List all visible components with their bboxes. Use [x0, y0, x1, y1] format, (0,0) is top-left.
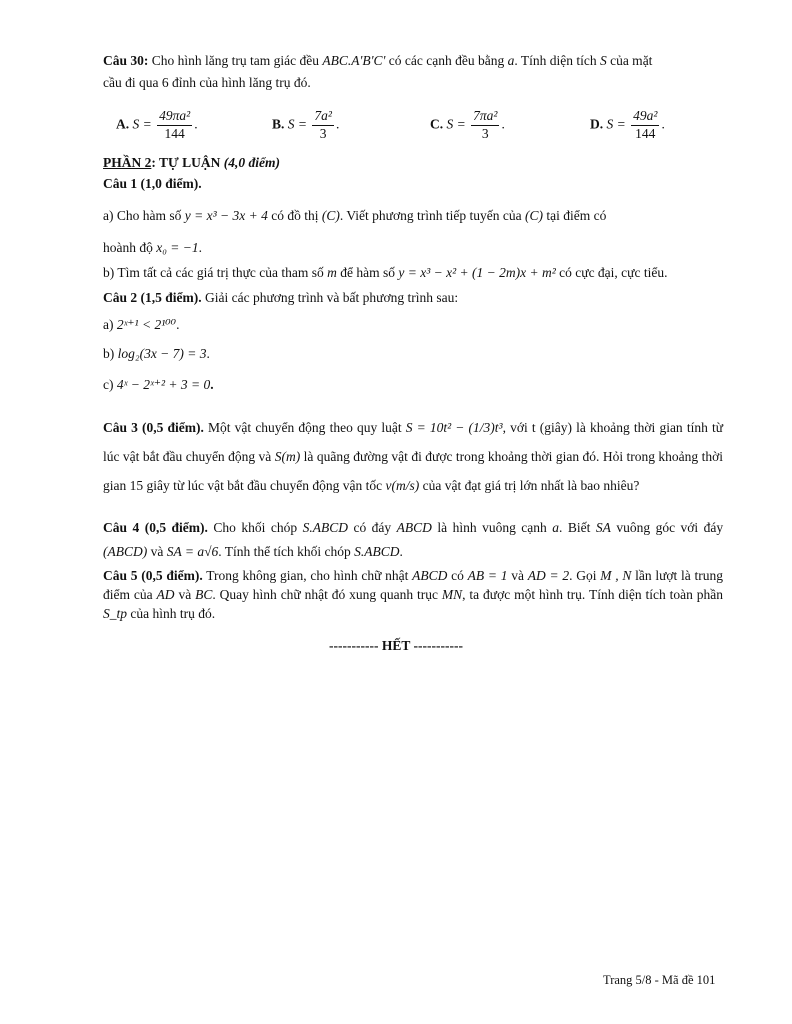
- q30-option-b: B. S = $\frac{\text{7a²}}{3}$ .: [272, 108, 340, 141]
- c2-expr: 2ˣ⁺¹ < 2¹⁰⁰: [116, 317, 177, 332]
- q30-text: của mặt: [610, 53, 653, 68]
- q30-text: cầu đi qua 6 đỉnh của hình lăng trụ đó.: [103, 75, 311, 90]
- c1-text: có đồ thị: [271, 208, 319, 223]
- c5-ab: AB = 1: [467, 568, 508, 583]
- c1-text: b) Tìm tất cả các giá trị thực của tham số: [103, 265, 324, 280]
- q30-option-a: A. S = $\frac{\text{49πa²}}{144}$ .: [116, 108, 198, 141]
- c2-expr: log₂(3x − 7) = 3: [117, 346, 207, 361]
- c1-part-b: [103, 265, 667, 281]
- q30-prism: ABC.A'B'C': [322, 53, 386, 68]
- c5-paragraph: [103, 566, 723, 623]
- c4-text: và: [150, 544, 164, 559]
- c1-part-a-line2: hoành độ x₀ = −1.: [103, 240, 203, 255]
- c2-title: Câu 2 (1,5 điểm).: [103, 290, 202, 305]
- c3-unit: t (giây): [531, 420, 573, 435]
- q30-option-c: C. S = $\frac{\text{7πa²}}{3}$ .: [430, 108, 505, 141]
- q30-title: Câu 30:: [103, 53, 149, 68]
- c1-text: để hàm số: [340, 265, 395, 280]
- c1-text: a) Cho hàm số: [103, 208, 182, 223]
- end-marker: ----------- HẾT -----------: [329, 638, 463, 653]
- c4-sa: SA: [595, 520, 611, 535]
- c3-paragraph: [103, 413, 723, 500]
- c2-header: [103, 290, 458, 306]
- option-fraction: $\frac{\text{49a²}}{144}$: [633, 108, 658, 141]
- q30-text: . Tính diện tích: [514, 53, 597, 68]
- c5-ad-seg: AD: [156, 587, 175, 602]
- c4-a: a: [552, 520, 560, 535]
- c1-function: y = x³ − 3x + 4: [184, 208, 268, 223]
- c4-text: .: [399, 544, 403, 559]
- c1-title: Câu 1 (1,0 điểm).: [103, 176, 202, 191]
- option-fraction: $\frac{\text{7a²}}{3}$: [314, 108, 332, 141]
- c1-param: m: [327, 265, 337, 280]
- c1-graph: (C): [321, 208, 340, 223]
- c4-plane: (ABCD): [103, 544, 148, 559]
- c5-rect: ABCD: [412, 568, 448, 583]
- c5-text: lần lượt là trung điểm của: [103, 568, 724, 602]
- option-label: A.: [116, 116, 130, 132]
- c4-text: . Tính thể tích khối chóp: [218, 544, 351, 559]
- part2-heading: [103, 155, 280, 171]
- q30-option-d: D. S = $\frac{\text{49a²}}{144}$ .: [590, 108, 665, 141]
- q30-text: có các cạnh đều bằng: [388, 53, 505, 68]
- c2-label: b): [103, 346, 115, 361]
- c3-text: là quãng đường vật đi được trong khoảng thời gian đó. Hỏi trong khoảng thời gian: [103, 449, 723, 493]
- c1-text: hoành độ: [103, 240, 153, 255]
- c3-text: , với: [502, 420, 528, 435]
- option-label: D.: [590, 116, 604, 132]
- c4-text: Cho khối chóp: [213, 520, 298, 535]
- c3-velocity: v(m/s): [385, 478, 420, 493]
- c1-text: . Viết phương trình tiếp tuyến của: [339, 208, 522, 223]
- option-label: C.: [430, 116, 444, 132]
- c2-intro: Giải các phương trình và bất phương trình sau:: [205, 290, 459, 305]
- c3-duration: 15: [129, 478, 144, 493]
- c4-pyramid: S.ABCD: [354, 544, 400, 559]
- c3-title: Câu 3 (0,5 điểm).: [103, 420, 204, 435]
- c4-equation: SA = a√6: [166, 544, 219, 559]
- c3-text: là khoảng thời gian tính từ lúc vật bắt đầu chuyển động và: [103, 420, 724, 464]
- c1-graph: (C): [524, 208, 543, 223]
- c4-pyramid: S.ABCD: [302, 520, 348, 535]
- c5-mn: M , N: [600, 568, 632, 583]
- c4-base: ABCD: [396, 520, 432, 535]
- c2-part-c: c) 4ˣ − 2ˣ⁺² + 3 = 0.: [103, 377, 214, 392]
- page-footer: Trang 5/8 - Mã đề 101: [603, 973, 716, 987]
- c4-title: Câu 4 (0,5 điểm).: [103, 520, 208, 535]
- c2-expr: 4ˣ − 2ˣ⁺² + 3 = 0: [116, 377, 211, 392]
- c3-text: Một vật chuyển động theo quy luật: [208, 420, 402, 435]
- c5-axis: MN: [441, 587, 463, 602]
- option-fraction: $\frac{\text{49πa²}}{144}$: [159, 108, 191, 141]
- c5-text: có: [451, 568, 464, 583]
- c1-text: tại điểm có: [546, 208, 607, 223]
- c2-part-b: b) log₂(3x − 7) = 3.: [103, 346, 210, 361]
- c4-paragraph: [103, 516, 723, 564]
- part2-title: PHẦN 2: [103, 155, 152, 170]
- c1-text: có cực đại, cực tiểu.: [559, 265, 668, 280]
- c4-text: vuông góc với đáy: [616, 520, 724, 535]
- c3-text: giây từ lúc vật bắt đầu chuyển động vận tốc: [146, 478, 383, 493]
- c4-text: là hình vuông cạnh: [437, 520, 547, 535]
- c3-text: của vật đạt giá trị lớn nhất là bao nhiêu?: [422, 478, 640, 493]
- c5-text: và: [511, 568, 524, 583]
- c2-part-a: a) 2ˣ⁺¹ < 2¹⁰⁰.: [103, 317, 180, 332]
- c3-law: S = 10t² − (1/3)t³: [405, 420, 503, 435]
- c1-part-a: [103, 208, 606, 224]
- c5-bc-seg: BC: [195, 587, 213, 602]
- c5-ad: AD = 2: [527, 568, 570, 583]
- c5-text: của hình trụ đó.: [130, 606, 216, 621]
- c1-function-b: y = x³ − x² + (1 − 2m)x + m²: [398, 265, 556, 280]
- option-lhs: S =: [132, 116, 152, 132]
- c5-stp: S_tp: [103, 606, 128, 621]
- c4-text: có đáy: [353, 520, 392, 535]
- option-lhs: S =: [446, 116, 466, 132]
- option-lhs: S =: [287, 116, 308, 132]
- option-lhs: S =: [606, 116, 626, 132]
- part2-subtitle: : TỰ LUẬN: [151, 155, 221, 170]
- c5-text: . Quay hình chữ nhật đó xung quanh trục: [212, 587, 438, 602]
- c1-x0: x₀ = −1: [156, 240, 199, 255]
- part2-points: (4,0 điểm): [223, 155, 281, 170]
- c3-distance: S(m): [274, 449, 301, 464]
- c5-text: , ta được một hình trụ. Tính diện tích toàn phần: [462, 587, 724, 602]
- c2-label: c): [103, 377, 114, 392]
- q30-S: S: [599, 53, 607, 68]
- q30-statement: [103, 50, 723, 94]
- c4-text: . Biết: [559, 520, 591, 535]
- c5-text: . Gọi: [569, 568, 597, 583]
- c5-text: và: [178, 587, 192, 602]
- option-label: B.: [272, 116, 285, 132]
- q30-a: a: [507, 53, 515, 68]
- option-fraction: $\frac{\text{7πa²}}{3}$: [473, 108, 498, 141]
- c2-label: a): [103, 317, 114, 332]
- q30-text: Cho hình lăng trụ tam giác đều: [151, 53, 319, 68]
- c5-title: Câu 5 (0,5 điểm).: [103, 568, 203, 583]
- c5-text: Trong không gian, cho hình chữ nhật: [206, 568, 409, 583]
